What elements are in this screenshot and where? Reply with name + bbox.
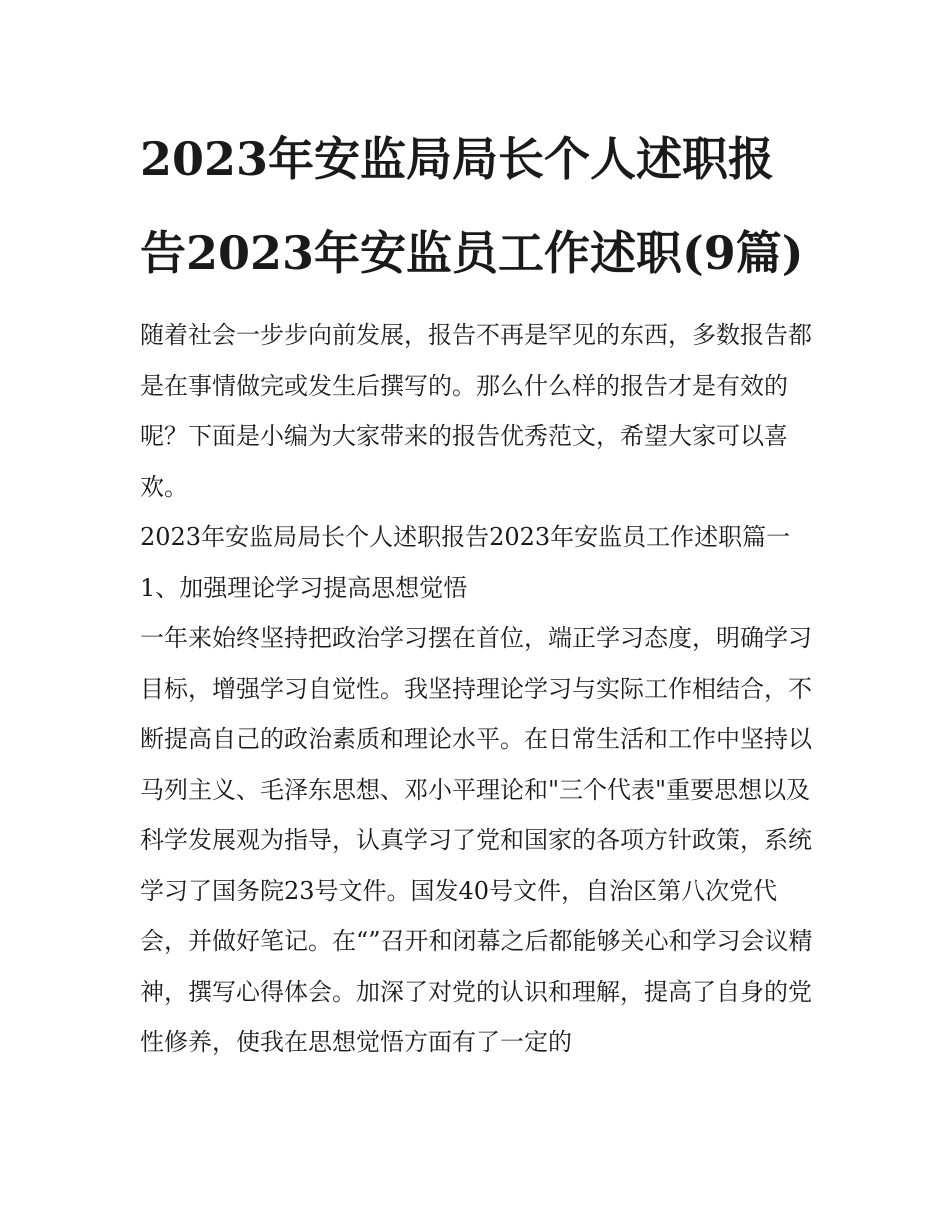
document-page <box>140 112 820 1068</box>
intro-paragraph: 随着社会一步步向前发展，报告不再是罕见的东西，多数报告都是在事情做完或发生后撰写的。那么什么样的报告才是有效的呢？下面是小编为大家带来的报告优秀范文，希望大家可以喜欢。 <box>140 321 812 501</box>
subheading: 1、加强理论学习提高思想觉悟 <box>140 573 468 602</box>
document-title: 2023年安监局局长个人述职报告2023年安监员工作述职(9篇) <box>140 132 804 280</box>
body-paragraph: 一年来始终坚持把政治学习摆在首位，端正学习态度，明确学习目标，增强学习自觉性。我坚持理论学习与实际工作相结合，不断提高自己的政治素质和理论水平。在日常生活和工作中坚持以马列主义、毛泽东思想、邓小平理论和"三个代表"重要思想以及科学发展观为指导，认真学习了党和国家的各项方针政策，系统学习了国务院23号文件。国发40号文件，自治区第八次党代会，并做好笔记。在“”召开和闭幕之后都能够关心和学习会议精神，撰写心得体会。加深了对党的认识和理解，提高了自身的党性修养，使我在思想觉悟方面有了一定的 <box>140 624 813 1056</box>
section-heading: 2023年安监局局长个人述职报告2023年安监员工作述职篇一 <box>140 523 791 551</box>
